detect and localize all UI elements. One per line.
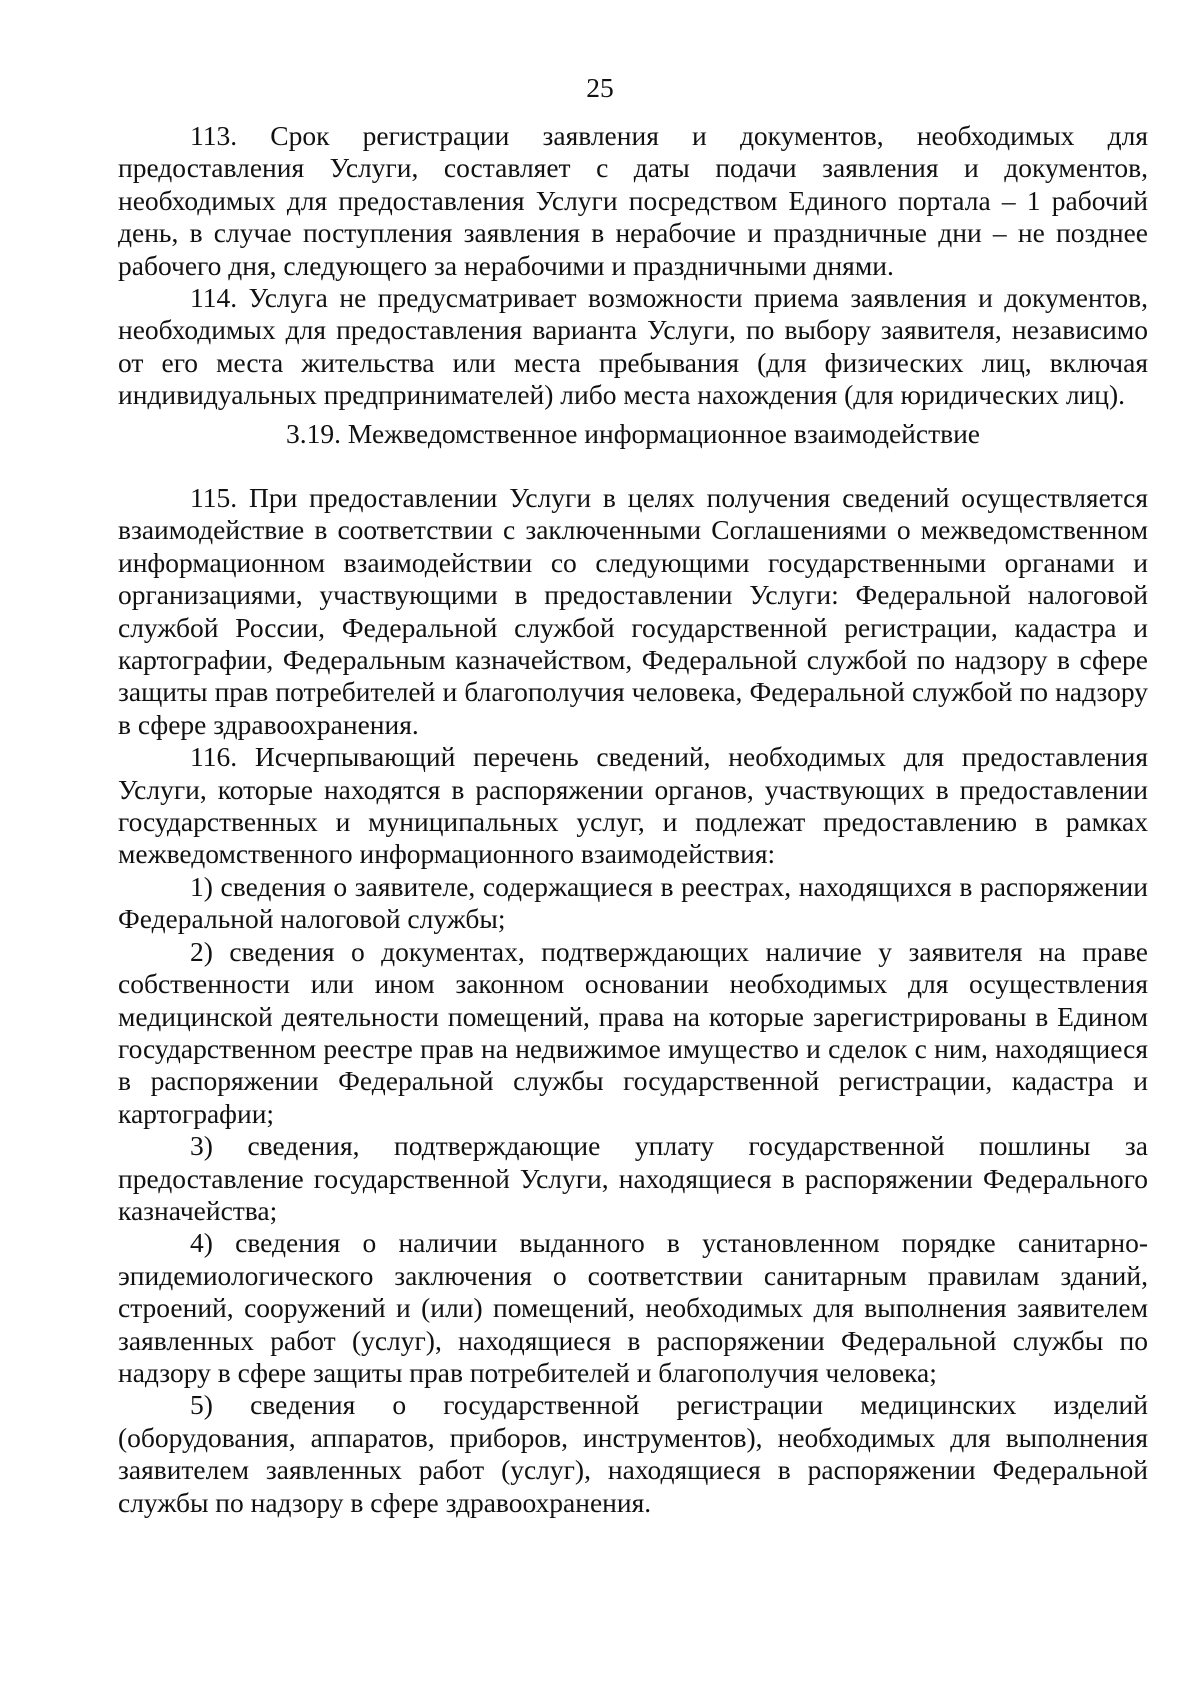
list-item-3: 3) сведения, подтверждающие уплату государственной пошлины за предоставление государственной Услуги, находящиеся в распоряжении Федерального казначейства; [118, 1130, 1148, 1226]
section-heading: 3.19. Межведомственное информационное взаимодействие [285, 418, 981, 449]
paragraphs-top [118, 120, 1148, 412]
list-item-5: 5) сведения о государственной регистрации медицинских изделий (оборудования, аппаратов, приборов, инструментов), необходимых для выполнения заявителем заявленных работ (услуг), находящиеся в распоряжении Федеральной службы по надзору в сфере здравоохранения. [118, 1389, 1148, 1518]
paragraph-116: 116. Исчерпывающий перечень сведений, необходимых для предоставления Услуги, которые находятся в распоряжении органов, участвующих в предоставлении государственных и муниципальных услуг, и подлежат предоставлению в рамках межведомственного информационного взаимодействия: [118, 741, 1148, 870]
list-item-4: 4) сведения о наличии выданного в установленном порядке санитарно-эпидемиологического заключения о соответствии санитарным правилам зданий, строений, сооружений и (или) помещений, необходимых для выполнения заявителем заявленных работ (услуг), находящиеся в распоряжении Федеральной службы по надзору в сфере защиты прав потребителей и благополучия человека; [118, 1227, 1148, 1388]
paragraphs-bottom [118, 482, 1148, 1519]
list-item-2: 2) сведения о документах, подтверждающих наличие у заявителя на праве собственности или ином законном основании необходимых для осуществления медицинской деятельности помещений, права на которые зарегистрированы в Едином государственном реестре прав на недвижимое имущество и сделок с ним, находящиеся в распоряжении Федеральной службы государственной регистрации, кадастра и картографии; [118, 935, 1148, 1129]
list-item-1: 1) сведения о заявителе, содержащиеся в реестрах, находящихся в распоряжении Федеральной налоговой службы; [118, 870, 1148, 935]
paragraph-115: 115. При предоставлении Услуги в целях получения сведений осуществляется взаимодействие в соответствии с заключенными Соглашениями о межведомственном информационном взаимодействии со следующими государственными органами и организациями, участвующими в предоставлении Услуги: Федеральной налоговой службой России, Федеральной службой государственной регистрации, кадастра и картографии, Федеральным казначейством, Федеральной службой по надзору в сфере защиты прав потребителей и благополучия человека, Федеральной службой по надзору в сфере здравоохранения. [118, 482, 1148, 740]
page-number: 25 [586, 72, 614, 103]
paragraph-114: 114. Услуга не предусматривает возможности приема заявления и документов, необходимых для предоставления варианта Услуги, по выбору заявителя, независимо от его места жительства или места пребывания (для физических лиц, включая индивидуальных предпринимателей) либо места нахождения (для юридических лиц). [118, 282, 1148, 411]
paragraph-113: 113. Срок регистрации заявления и документов, необходимых для предоставления Услуги, составляет с даты подачи заявления и документов, необходимых для предоставления Услуги посредством Единого портала – 1 рабочий день, в случае поступления заявления в нерабочие и праздничные дни – не позднее рабочего дня, следующего за нерабочими и праздничными днями. [118, 120, 1148, 281]
